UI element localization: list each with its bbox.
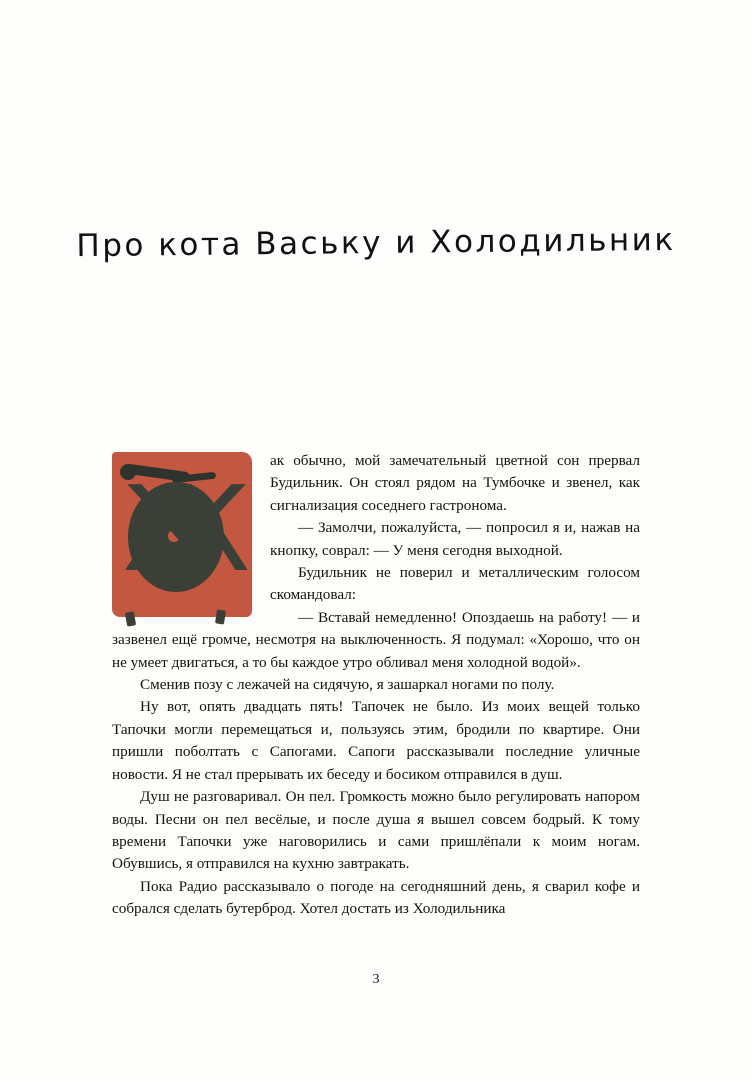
body-text-column [112, 450, 640, 921]
paragraph: Ну вот, опять двадцать пять! Тапочек не было. Из моих вещей только Тапочки могли перемещаться и, пользуясь этим, бродили по квартире. Они пришли поболтать с Сапогами. Сапоги рассказывали последние уличные новости. Я не стал прерывать их беседу и босиком отправился в душ. [112, 698, 640, 783]
paragraph: Будильник не поверил и металлическим голосом скомандовал: [270, 564, 640, 604]
illustration-foot-right [215, 609, 226, 624]
drop-cap-letter: Ж [122, 460, 250, 598]
paragraph: Душ не разговаривал. Он пел. Громкость можно было регулировать напором воды. Песни он пел весёлые, и после душа я вышел совсем бодрый. К тому времени Тапочки уже наговорились и сами пришлёпали к моим ногам. Обувшись, я отправился на кухню завтракать. [112, 788, 640, 873]
paragraph: Пока Радио рассказывало о погоде на сегодняшний день, я сварил кофе и собрался сделать бутерброд. Хотел достать из Холодильника [112, 877, 640, 918]
paragraph: — Вставай немедленно! Опоздаешь на работу! — и зазвенел ещё громче, несмотря на выключенность. Я подумал: «Хорошо, что он не умеет двигаться, а то бы каждое утро обливал меня холодной водой». [112, 608, 640, 671]
page-title: Про кота Ваську и Холодильник [76, 221, 676, 265]
chapter-illustration [112, 452, 260, 628]
paragraph: ак обычно, мой замечательный цветной сон прервал Будильник. Он стоял рядом на Тумбочке и звенел, как сигнализация соседнего гастронома. [270, 452, 640, 514]
page-number: 3 [372, 972, 380, 987]
paragraph: — Замолчи, пожалуйста, — попросил я и, нажав на кнопку, соврал: — У меня сегодня выходной. [270, 519, 640, 559]
paragraph: Сменив позу с лежачей на сидячую, я зашаркал ногами по полу. [140, 676, 555, 694]
